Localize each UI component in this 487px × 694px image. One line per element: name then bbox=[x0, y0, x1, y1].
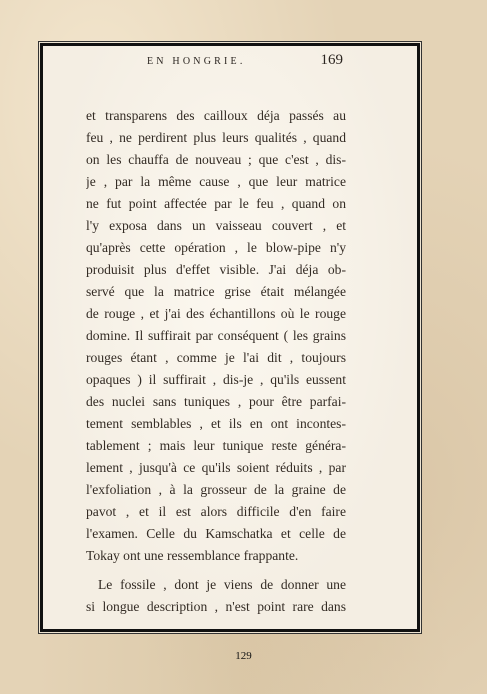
paragraph bbox=[86, 574, 346, 618]
text-line: tement semblables , et ils en ont incontes- bbox=[86, 416, 346, 431]
text-line: de rouge , et j'ai des échantillons où le rouge bbox=[86, 306, 346, 321]
text-line: je , par la même cause , que leur matrice bbox=[86, 174, 346, 189]
text-line: feu , ne perdirent plus leurs qualités , quand bbox=[86, 130, 346, 145]
folio-number: 169 bbox=[320, 52, 343, 68]
paragraph-gap bbox=[86, 567, 346, 574]
text-line: des nuclei sans tuniques , pour être parfai- bbox=[86, 394, 346, 409]
text-line: produisit plus d'effet visible. J'ai déja ob- bbox=[86, 262, 346, 277]
text-line: et transparens des cailloux déja passés au bbox=[86, 108, 346, 123]
text-line: tablement ; mais leur tunique reste généra- bbox=[86, 438, 346, 453]
text-line: Tokay ont une ressemblance frappante. bbox=[86, 548, 299, 563]
text-line: l'examen. Celle du Kamschatka et celle de bbox=[86, 526, 346, 541]
text-line: lement , jusqu'à ce qu'ils soient réduits , par bbox=[86, 460, 346, 475]
text-line: l'y exposa dans un vaisseau couvert , et bbox=[86, 218, 346, 233]
text-line: Le fossile , dont je viens de donner une bbox=[98, 577, 346, 592]
text-line: servé que la matrice grise était mélangée bbox=[86, 284, 346, 299]
text-line: qu'après cette opération , le blow-pipe n'y bbox=[86, 240, 346, 255]
text-line: l'exfoliation , à la grosseur de la graine de bbox=[86, 482, 346, 497]
text-line: opaques ) il suffirait , dis-je , qu'ils eussent bbox=[86, 372, 346, 387]
text-line: rouges étant , comme je l'ai dit , toujours bbox=[86, 350, 346, 365]
page-number: 129 bbox=[235, 650, 252, 662]
text-line: domine. Il suffirait par conséquent ( les grains bbox=[86, 328, 346, 343]
paragraph bbox=[86, 105, 346, 567]
body-text bbox=[86, 105, 346, 618]
text-line: pavot , et il est alors difficile d'en faire bbox=[86, 504, 346, 519]
page-header bbox=[105, 52, 345, 72]
text-line: ne fut point affectée par le feu , quand on bbox=[86, 196, 346, 211]
text-line: on les chauffa de nouveau ; que c'est , dis- bbox=[86, 152, 346, 167]
running-head: EN HONGRIE. bbox=[147, 56, 246, 67]
text-line: si longue description , n'est point rare dans bbox=[86, 599, 346, 614]
